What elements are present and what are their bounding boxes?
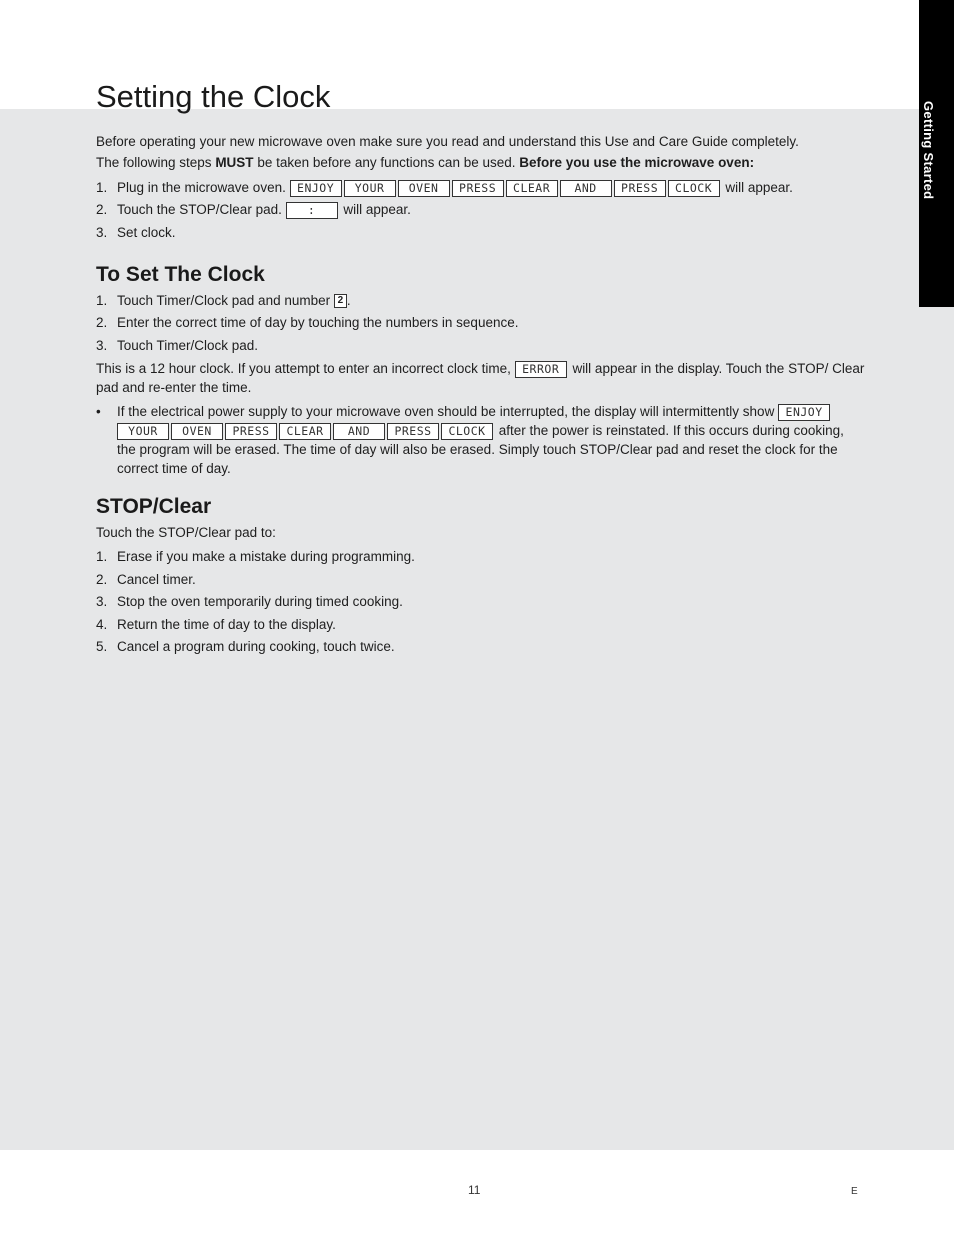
display-clock: CLOCK [668, 180, 720, 197]
prep-step-2: 2. Touch the STOP/Clear pad. : will appear. [96, 202, 411, 217]
power-interrupt-bullet: • If the electrical power supply to your microwave oven should be interrupted, the display will intermittently show ENJOYYOUR OVEN PRESS CLEAR AND PRESS CLOCK after the power is reinstated. If this occurs during cooking, the program will be erased. The time of day will also be erased. Simply touch STOP/Clear pad and reset the clock for the correct time of day. [96, 404, 844, 476]
set-clock-heading: To Set The Clock [96, 263, 265, 286]
page-content [96, 78, 866, 659]
display-your: YOUR [344, 180, 396, 197]
display-oven: OVEN [398, 180, 450, 197]
display-press: PRESS [452, 180, 504, 197]
display-and: AND [560, 180, 612, 197]
language-code: E [851, 1186, 858, 1197]
display-press-2: PRESS [387, 423, 439, 440]
prep-step-1: 1. Plug in the microwave oven. ENJOY YOUR OVEN PRESS CLEAR AND PRESS CLOCK will appear. [96, 180, 793, 195]
set-clock-note: This is a 12 hour clock. If you attempt to enter an incorrect clock time, ERROR will appear in the display. Touch the STOP/ Clear pad and re-enter the time. [96, 361, 865, 395]
display-clock: CLOCK [441, 423, 493, 440]
page-number: 11 [468, 1183, 481, 1197]
intro-line-2: The following steps MUST be taken before any functions can be used. Before you use the microwave oven: [96, 155, 755, 170]
display-and: AND [333, 423, 385, 440]
intro-line-1: Before operating your new microwave oven make sure you read and understand this Use and Care Guide completely. [96, 134, 799, 149]
display-press-2: PRESS [614, 180, 666, 197]
number-2-key-icon: 2 [334, 294, 347, 308]
display-clear: CLEAR [506, 180, 558, 197]
set-clock-step-1: 1. Touch Timer/Clock pad and number 2 . [96, 293, 351, 308]
stop-clear-step-1: 1. Erase if you make a mistake during programming. [96, 549, 415, 564]
stop-clear-step-5: 5. Cancel a program during cooking, touch twice. [96, 639, 395, 654]
display-error: ERROR [515, 361, 567, 378]
display-clear: CLEAR [279, 423, 331, 440]
display-your: YOUR [117, 423, 169, 440]
page-title: Setting the Clock [96, 79, 331, 114]
stop-clear-heading: STOP/Clear [96, 495, 212, 518]
stop-clear-step-2: 2. Cancel timer. [96, 571, 196, 587]
display-oven: OVEN [171, 423, 223, 440]
before-use-emphasis: Before you use the microwave oven: [519, 155, 755, 170]
stop-clear-intro: Touch the STOP/Clear pad to: [96, 525, 276, 540]
display-colon: : [286, 202, 338, 219]
set-clock-step-3: 3. Touch Timer/Clock pad. [96, 338, 259, 353]
prep-step-3: 3. Set clock. [96, 225, 176, 240]
set-clock-step-2: 2. Enter the correct time of day by touching the numbers in sequence. [96, 315, 519, 330]
display-enjoy: ENJOY [290, 180, 342, 197]
section-tab-label: Getting Started [921, 101, 936, 200]
must-emphasis: MUST [215, 155, 254, 170]
display-enjoy: ENJOY [778, 404, 830, 421]
stop-clear-step-4: 4. Return the time of day to the display. [96, 616, 336, 632]
display-press: PRESS [225, 423, 277, 440]
stop-clear-step-3: 3. Stop the oven temporarily during timed cooking. [96, 594, 403, 609]
